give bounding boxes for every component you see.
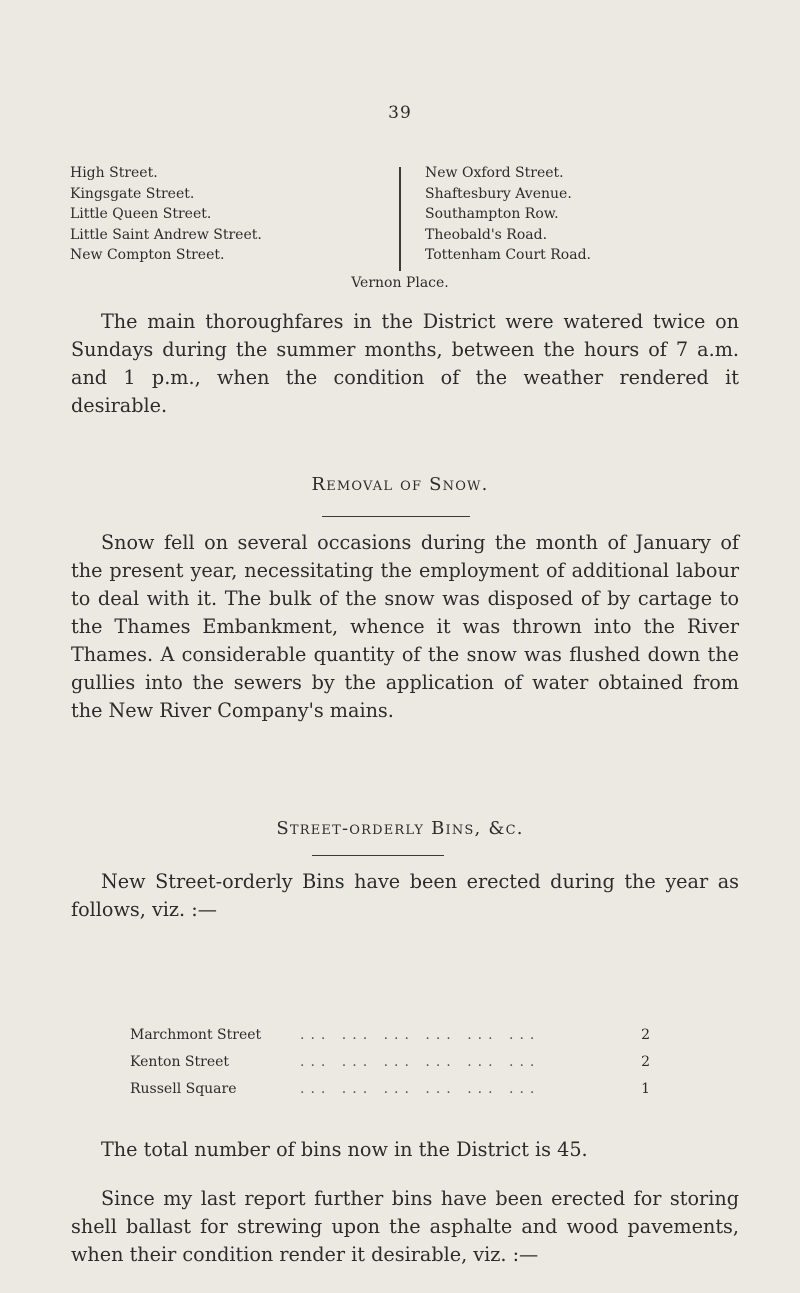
street-name: Theobald's Road.: [425, 226, 548, 243]
bins-section-heading: Street-orderly Bins, &c.: [276, 818, 524, 839]
column-divider: [399, 167, 401, 271]
street-name: Tottenham Court Road.: [425, 247, 591, 263]
street-name: Kingsgate Street.: [70, 185, 195, 202]
leader-dots: ... ... ... ... ... ...: [300, 1027, 541, 1043]
snow-paragraph: Snow fell on several occasions during the month of January of the present year, necessitating the employment of additional labour to deal with it. The bulk of the snow was disposed of by cartage to the Thames Embankment, whence it was thrown into the River Thames. A considerable quantity of the snow was flushed down the gullies into the sewers by the application of water obtained from the New River Company's mains.: [71, 531, 739, 722]
section-rule: [312, 855, 444, 856]
leader-dots: ... ... ... ... ... ...: [300, 1081, 541, 1097]
leader-dots: ... ... ... ... ... ...: [300, 1054, 541, 1070]
bins-total-sentence: The total number of bins now in the District is 45.: [101, 1138, 588, 1161]
page-number: 39: [388, 103, 412, 123]
watering-paragraph: The main thoroughfares in the District were watered twice on Sundays during the summer months, between the hours of 7 a.m. and 1 p.m., when the condition of the weather rendered it desirable.: [71, 310, 739, 417]
street-name: Little Queen Street.: [70, 206, 212, 222]
street-name-centered: Vernon Place.: [351, 275, 449, 291]
street-name: Southampton Row.: [425, 206, 559, 222]
street-name: New Compton Street.: [70, 247, 225, 263]
bins-table: [130, 1027, 650, 1108]
street-list-right-column: [425, 163, 715, 266]
shell-ballast-paragraph: Since my last report further bins have been erected for storing shell ballast for strewing upon the asphalte and wood pavements, when their condition render it desirable, viz. :—: [71, 1187, 739, 1266]
street-name: Little Saint Andrew Street.: [70, 226, 262, 243]
bin-street-name: Kenton Street: [130, 1054, 230, 1070]
table-row: [130, 1081, 650, 1108]
bin-count: 2: [641, 1027, 650, 1043]
table-row: [130, 1054, 650, 1081]
bin-count: 2: [641, 1054, 650, 1070]
street-name: Shaftesbury Avenue.: [425, 185, 572, 202]
snow-section-heading: Removal of Snow.: [311, 474, 489, 495]
bin-street-name: Russell Square: [130, 1081, 237, 1097]
section-rule: [322, 516, 470, 517]
bin-count: 1: [641, 1081, 650, 1097]
bins-intro-paragraph: New Street-orderly Bins have been erected during the year as follows, viz. :—: [71, 870, 739, 921]
street-list-left-column: [70, 163, 400, 266]
table-row: [130, 1027, 650, 1054]
bin-street-name: Marchmont Street: [130, 1027, 262, 1043]
street-name: High Street.: [70, 165, 158, 181]
street-name: New Oxford Street.: [425, 165, 564, 181]
